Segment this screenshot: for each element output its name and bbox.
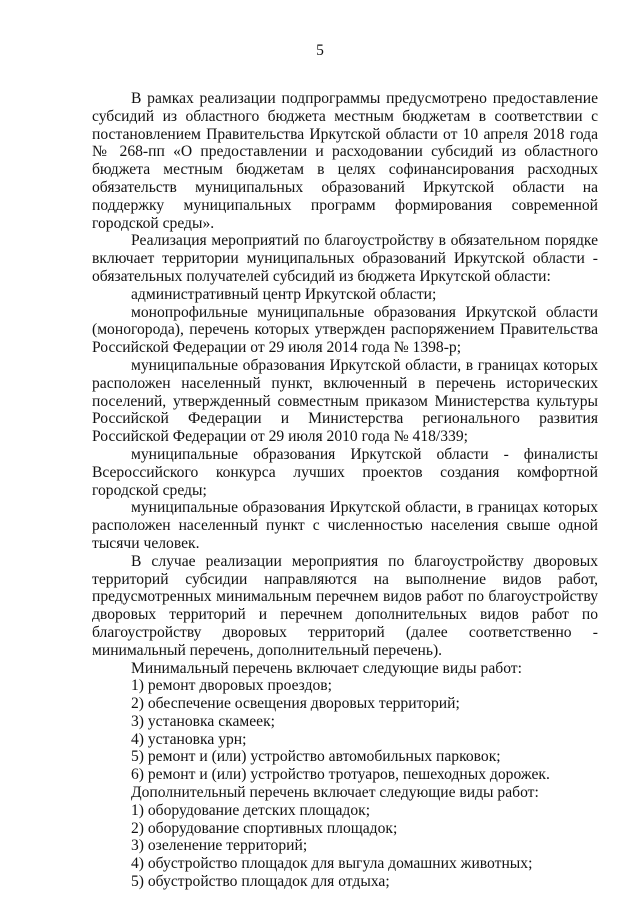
minimal-list-item: 5) ремонт и (или) устройство автомобильных парковок; xyxy=(131,748,501,766)
minimal-list-item: 4) установка урн; xyxy=(131,730,247,748)
paragraph-mandatory-territories: Реализация мероприятий по благоустройству в обязательном порядке включает территории муниципальных образований Иркутской области - обязательных получателей субсидий из бюджета Иркутской области: xyxy=(92,232,598,285)
minimal-list-item: 1) ремонт дворовых проездов; xyxy=(131,677,332,695)
paragraph-courtyard-works: В случае реализации мероприятия по благоустройству дворовых территорий субсидии направляются на выполнение видов работ, предусмотренных минимальным перечнем видов работ по благоустройству дворовых территорий и перечнем дополнительных видов работ по благоустройству дворовых территорий (далее соответственно - минимальный перечень, дополнительный перечень). xyxy=(92,552,598,659)
paragraph-historic-settlements: муниципальные образования Иркутской области, в границах которых расположен населенный пункт, включенный в перечень исторических поселений, утвержденный совместным приказом Министерства культуры Российской Федерации и Министерства регионального развития Российской Федерации от 29 июля 2010 года № 418/339; xyxy=(92,356,598,446)
minimal-list-item: 2) обеспечение освещения дворовых территорий; xyxy=(131,695,460,713)
paragraph-population-threshold: муниципальные образования Иркутской области, в границах которых расположен населенный пункт с численностью населения свыше одной тысячи человек. xyxy=(92,499,598,552)
additional-list-item: 3) озеленение территорий; xyxy=(131,837,308,855)
minimal-list-intro: Минимальный перечень включает следующие виды работ: xyxy=(131,659,522,677)
paragraph-contest-finalists: муниципальные образования Иркутской области - финалисты Всероссийского конкурса лучших проектов создания комфортной городской среды; xyxy=(92,445,598,499)
document-body xyxy=(92,90,598,891)
additional-list-item: 5) обустройство площадок для отдыха; xyxy=(131,873,390,891)
additional-list-item: 2) оборудование спортивных площадок; xyxy=(131,819,398,837)
minimal-list-item: 6) ремонт и (или) устройство тротуаров, пешеходных дорожек. xyxy=(131,766,550,784)
additional-list-intro: Дополнительный перечень включает следующие виды работ: xyxy=(131,784,539,802)
paragraph-monotowns: монопрофильные муниципальные образования Иркутской области (моногорода), перечень которых утвержден распоряжением Правительства Российской Федерации от 29 июля 2014 года № 1398-р; xyxy=(92,303,598,357)
minimal-list-item: 3) установка скамеек; xyxy=(131,712,275,730)
additional-list-item: 4) обустройство площадок для выгула домашних животных; xyxy=(131,855,533,873)
paragraph-subsidies: В рамках реализации подпрограммы предусмотрено предоставление субсидий из областного бюджета местным бюджетам в соответствии с постановлением Правительства Иркутской области от 10 апреля 2018 года № 268-пп «О предоставлении и расходовании субсидий из областного бюджета местным бюджетам в целях софинансирования расходных обязательств муниципальных образований Иркутской области на поддержку муниципальных программ формирования современной городской среды». xyxy=(92,90,598,232)
additional-list-item: 1) оборудование детских площадок; xyxy=(131,801,371,819)
page-number: 5 xyxy=(316,42,324,59)
paragraph-admin-center: административный центр Иркутской области; xyxy=(131,285,437,303)
